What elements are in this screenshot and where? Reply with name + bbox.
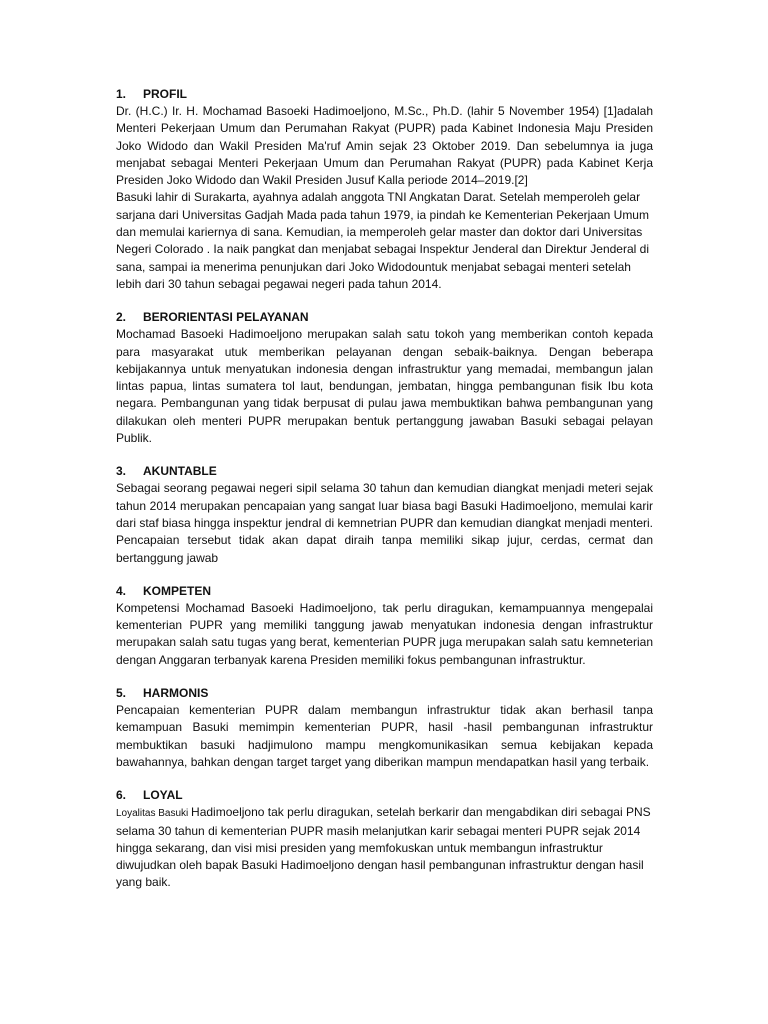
paragraph-body: Hadimoeljono tak perlu diragukan, setelah berkarir dan mengabdikan diri sebagai PNS selama 30 tahun di kementerian PUPR masih melanjutkan karir sebagai menteri PUPR sejak 2014 hingga sekarang, dan visi misi presiden yang memfokuskan untuk membangun infrastruktur diwujudkan oleh bapak Basuki Hadimoeljono dengan hasil pembangunan infrastruktur dengan hasil yang baik. bbox=[116, 805, 651, 890]
section-number: 1. bbox=[116, 87, 127, 101]
section-title: HARMONIS bbox=[143, 686, 209, 701]
section-heading bbox=[116, 309, 653, 326]
section-heading bbox=[116, 86, 653, 103]
section-paragraph bbox=[116, 804, 653, 891]
section-heading bbox=[116, 583, 653, 600]
section-number: 2. bbox=[116, 310, 127, 325]
section-heading bbox=[116, 787, 653, 804]
section-title: KOMPETEN bbox=[143, 583, 212, 598]
section-kompeten bbox=[116, 583, 653, 669]
section-number: 3. bbox=[116, 464, 127, 479]
section-paragraph: Sebagai seorang pegawai negeri sipil selama 30 tahun dan kemudian diangkat menjadi meteri sejak tahun 2014 merupakan pencapaian yang sangat luar biasa bagi Basuki Hadimoeljono, memulai karir dari staf biasa hingga inspektur jendral di kemnetrian PUPR dan kemudian diangkat menjadi menteri. Pencapaian tersebut tidak akan dapat diraih tanpa memiliki sikap jujur, cerdas, cermat dan bertanggung jawab bbox=[116, 481, 653, 565]
section-title: PROFIL bbox=[143, 87, 187, 101]
section-profil bbox=[116, 86, 653, 293]
paragraph-lead-small: Loyalitas Basuki bbox=[116, 808, 192, 820]
section-paragraph: Dr. (H.C.) Ir. H. Mochamad Basoeki Hadimoeljono, M.Sc., Ph.D. (lahir 5 November 1954) [1]adalah Menteri Pekerjaan Umum dan Perumahan Rakyat (PUPR) pada Kabinet Indonesia Maju Presiden Joko Widodo dan Wakil Presiden Ma'ruf Amin sejak 23 Oktober 2019. Dan sebelumnya ia juga menjabat sebagai Menteri Pekerjaan Umum dan Perumahan Rakyat (PUPR) pada Kabinet Kerja Presiden Joko Widodo dan Wakil Presiden Jusuf Kalla periode 2014–2019.[2] bbox=[116, 104, 653, 188]
section-heading bbox=[116, 463, 653, 480]
section-berorientasi-pelayanan bbox=[116, 309, 653, 447]
section-harmonis bbox=[116, 685, 653, 771]
section-paragraph: Mochamad Basoeki Hadimoeljono merupakan salah satu tokoh yang memberikan contoh kepada para masyarakat utuk memberikan pelayanan dengan sebaik-baiknya. Dengan beberapa kebijakannya untuk menyatukan indonesia dengan infrastruktur yang memadai, membangun jalan lintas papua, lintas sumatera tol laut, bendungan, jembatan, hingga pembangunan fisik Ibu kota negara. Pembangunan yang tidak berpusat di pulau jawa membuktikan bahwa pembangunan yang dilakukan oleh menteri PUPR merupakan bentuk pertanggung jawaban Basuki sebagai pelayan Publik. bbox=[116, 327, 653, 446]
section-loyal bbox=[116, 787, 653, 891]
section-title: LOYAL bbox=[143, 788, 183, 803]
section-akuntable bbox=[116, 463, 653, 566]
section-title: BERORIENTASI PELAYANAN bbox=[143, 310, 309, 325]
section-number: 6. bbox=[116, 788, 127, 803]
section-number: 5. bbox=[116, 686, 127, 701]
document-page bbox=[116, 86, 653, 908]
section-number: 4. bbox=[116, 583, 127, 598]
section-heading bbox=[116, 685, 653, 702]
section-paragraph: Basuki lahir di Surakarta, ayahnya adalah anggota TNI Angkatan Darat. Setelah memperoleh gelar sarjana dari Universitas Gadjah Mada pada tahun 1979, ia pindah ke Kementerian Pekerjaan Umum dan memulai kariernya di sana. Kemudian, ia memperoleh gelar master dan doktor dari Universitas Negeri Colorado . Ia naik pangkat dan menjabat sebagai Inspektur Jenderal dan Direktur Jenderal di sana, sampai ia menerima penunjukan dari Joko Widodountuk menjabat sebagai menteri setelah lebih dari 30 tahun sebagai pegawai negeri pada tahun 2014. bbox=[116, 190, 649, 291]
section-paragraph: Kompetensi Mochamad Basoeki Hadimoeljono, tak perlu diragukan, kemampuannya mengepalai kementerian PUPR yang memiliki tanggung jawab menyatukan indonesia dengan infrastruktur merupakan salah satu tugas yang berat, kementerian PUPR juga merupakan salah satu kemneterian dengan Anggaran terbanyak karena Presiden memiliki fokus pembangunan infrastruktur. bbox=[116, 600, 653, 667]
section-paragraph: Pencapaian kementerian PUPR dalam membangun infrastruktur tidak akan berhasil tanpa kemampuan Basuki memimpin kementerian PUPR, hasil -hasil pembangunan infrastruktur membuktikan basuki hadjimulono mampu mengkomunikasikan semua kebijakan kepada bawahannya, bahkan dengan target target yang diberikan mampun mendapatkan hasil yang terbaik. bbox=[116, 703, 653, 769]
section-title: AKUNTABLE bbox=[143, 464, 217, 479]
